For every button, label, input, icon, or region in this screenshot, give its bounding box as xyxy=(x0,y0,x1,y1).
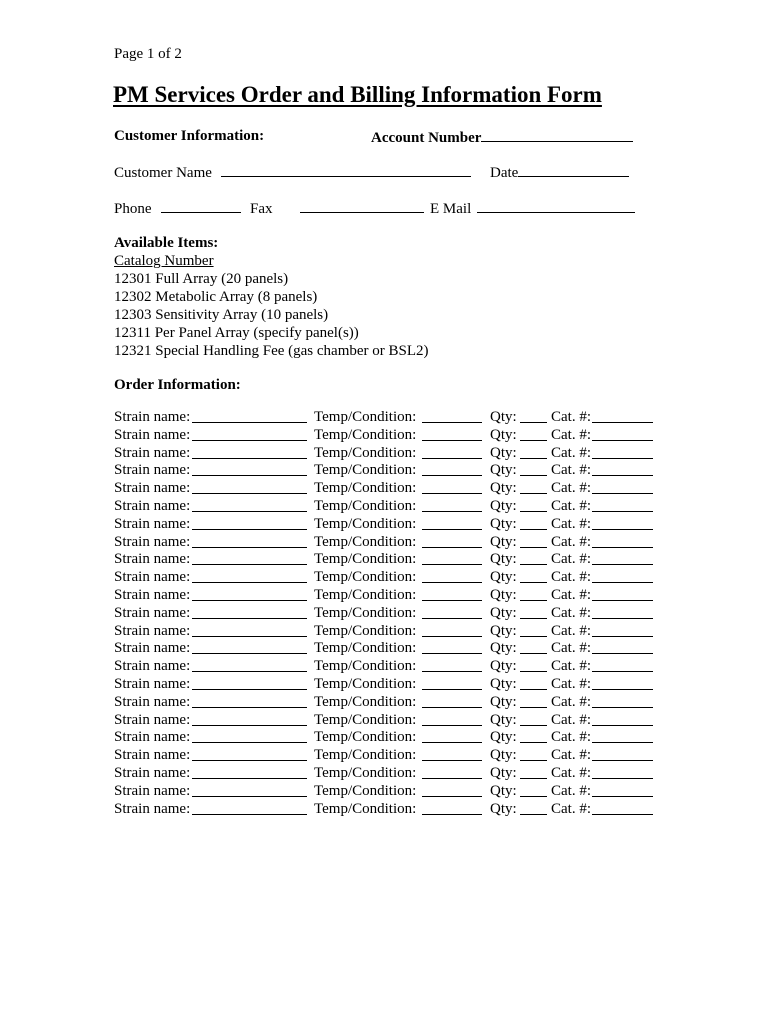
strain-name-label: Strain name: xyxy=(114,444,191,461)
catalog-item: 12303 Sensitivity Array (10 panels) xyxy=(114,307,329,323)
temp-condition-label: Temp/Condition: xyxy=(314,729,417,746)
form-title: PM Services Order and Billing Information Form xyxy=(113,82,602,107)
temp-condition-blank[interactable] xyxy=(422,587,482,601)
temp-condition-label: Temp/Condition: xyxy=(314,426,417,443)
temp-condition-label: Temp/Condition: xyxy=(314,640,417,657)
cat-number-label: Cat. #: xyxy=(551,800,591,817)
qty-blank[interactable] xyxy=(520,605,547,619)
strain-name-blank[interactable] xyxy=(192,676,307,690)
temp-condition-label: Temp/Condition: xyxy=(314,444,417,461)
cat-number-blank[interactable] xyxy=(592,587,653,601)
cat-number-label: Cat. #: xyxy=(551,480,591,497)
cat-number-label: Cat. #: xyxy=(551,409,591,425)
strain-name-blank[interactable] xyxy=(192,658,307,672)
cat-number-blank[interactable] xyxy=(592,694,653,708)
cat-number-blank[interactable] xyxy=(592,462,653,476)
qty-blank[interactable] xyxy=(520,712,547,726)
strain-name-blank[interactable] xyxy=(192,765,307,779)
strain-name-blank[interactable] xyxy=(192,783,307,797)
account-number-blank[interactable] xyxy=(481,128,633,142)
catalog-item: 12302 Metabolic Array (8 panels) xyxy=(114,289,318,305)
temp-condition-blank[interactable] xyxy=(422,516,482,530)
cat-number-label: Cat. #: xyxy=(551,729,591,746)
temp-condition-blank[interactable] xyxy=(422,712,482,726)
strain-name-blank[interactable] xyxy=(192,694,307,708)
qty-blank[interactable] xyxy=(520,587,547,601)
strain-name-label: Strain name: xyxy=(114,586,191,603)
temp-condition-blank[interactable] xyxy=(422,676,482,690)
available-items-section xyxy=(114,234,429,360)
qty-blank[interactable] xyxy=(520,516,547,530)
strain-name-label: Strain name: xyxy=(114,800,191,817)
temp-condition-blank[interactable] xyxy=(422,765,482,779)
phone-label: Phone xyxy=(114,201,152,217)
cat-number-blank[interactable] xyxy=(592,445,653,459)
cat-number-label: Cat. #: xyxy=(551,640,591,657)
order-info-heading: Order Information: xyxy=(114,377,241,393)
temp-condition-blank[interactable] xyxy=(422,409,482,423)
catalog-item: 12311 Per Panel Array (specify panel(s)) xyxy=(114,325,359,341)
strain-name-label: Strain name: xyxy=(114,693,191,710)
strain-name-label: Strain name: xyxy=(114,515,191,532)
catalog-item: 12321 Special Handling Fee (gas chamber or BSL2) xyxy=(114,343,429,359)
email-label: E Mail xyxy=(430,201,472,217)
qty-label: Qty: xyxy=(490,729,517,746)
strain-name-blank[interactable] xyxy=(192,445,307,459)
qty-blank[interactable] xyxy=(520,427,547,441)
qty-label: Qty: xyxy=(490,622,517,639)
cat-number-blank[interactable] xyxy=(592,551,653,565)
strain-name-label: Strain name: xyxy=(114,747,191,764)
cat-number-label: Cat. #: xyxy=(551,782,591,799)
cat-number-blank[interactable] xyxy=(592,747,653,761)
cat-number-blank[interactable] xyxy=(592,605,653,619)
cat-number-blank[interactable] xyxy=(592,712,653,726)
customer-name-field[interactable] xyxy=(114,163,471,182)
strain-name-blank[interactable] xyxy=(192,640,307,654)
customer-name-label: Customer Name xyxy=(114,165,212,181)
fax-field[interactable] xyxy=(250,199,424,218)
cat-number-label: Cat. #: xyxy=(551,604,591,621)
cat-number-label: Cat. #: xyxy=(551,711,591,728)
cat-number-blank[interactable] xyxy=(592,783,653,797)
qty-blank[interactable] xyxy=(520,783,547,797)
cat-number-label: Cat. #: xyxy=(551,622,591,639)
page-number: Page 1 of 2 xyxy=(114,46,182,62)
temp-condition-blank[interactable] xyxy=(422,658,482,672)
strain-name-label: Strain name: xyxy=(114,622,191,639)
customer-name-blank[interactable] xyxy=(221,163,471,177)
qty-blank[interactable] xyxy=(520,694,547,708)
date-field[interactable] xyxy=(490,163,629,182)
strain-name-blank[interactable] xyxy=(192,551,307,565)
cat-number-label: Cat. #: xyxy=(551,444,591,461)
cat-number-label: Cat. #: xyxy=(551,586,591,603)
qty-label: Qty: xyxy=(490,764,517,781)
cat-number-label: Cat. #: xyxy=(551,497,591,514)
temp-condition-label: Temp/Condition: xyxy=(314,764,417,781)
strain-name-blank[interactable] xyxy=(192,729,307,743)
strain-name-label: Strain name: xyxy=(114,426,191,443)
qty-blank[interactable] xyxy=(520,534,547,548)
cat-number-label: Cat. #: xyxy=(551,569,591,586)
temp-condition-label: Temp/Condition: xyxy=(314,586,417,603)
temp-condition-label: Temp/Condition: xyxy=(314,480,417,497)
strain-name-blank[interactable] xyxy=(192,480,307,494)
strain-name-blank[interactable] xyxy=(192,409,307,423)
temp-condition-blank[interactable] xyxy=(422,694,482,708)
qty-label: Qty: xyxy=(490,640,517,657)
temp-condition-blank[interactable] xyxy=(422,801,482,815)
cat-number-label: Cat. #: xyxy=(551,747,591,764)
strain-name-label: Strain name: xyxy=(114,569,191,586)
strain-name-blank[interactable] xyxy=(192,516,307,530)
temp-condition-blank[interactable] xyxy=(422,498,482,512)
cat-number-label: Cat. #: xyxy=(551,551,591,568)
qty-blank[interactable] xyxy=(520,480,547,494)
temp-condition-label: Temp/Condition: xyxy=(314,462,417,479)
cat-number-label: Cat. #: xyxy=(551,764,591,781)
temp-condition-label: Temp/Condition: xyxy=(314,622,417,639)
temp-condition-label: Temp/Condition: xyxy=(314,711,417,728)
cat-number-label: Cat. #: xyxy=(551,462,591,479)
temp-condition-blank[interactable] xyxy=(422,462,482,476)
qty-blank[interactable] xyxy=(520,569,547,583)
strain-name-label: Strain name: xyxy=(114,497,191,514)
qty-label: Qty: xyxy=(490,551,517,568)
qty-label: Qty: xyxy=(490,693,517,710)
strain-name-label: Strain name: xyxy=(114,729,191,746)
temp-condition-label: Temp/Condition: xyxy=(314,782,417,799)
temp-condition-label: Temp/Condition: xyxy=(314,409,417,425)
qty-label: Qty: xyxy=(490,711,517,728)
temp-condition-blank[interactable] xyxy=(422,445,482,459)
strain-name-label: Strain name: xyxy=(114,551,191,568)
cat-number-blank[interactable] xyxy=(592,801,653,815)
strain-name-blank[interactable] xyxy=(192,801,307,815)
email-blank[interactable] xyxy=(477,199,635,213)
cat-number-blank[interactable] xyxy=(592,498,653,512)
strain-name-blank[interactable] xyxy=(192,462,307,476)
temp-condition-label: Temp/Condition: xyxy=(314,800,417,817)
catalog-number-heading: Catalog Number xyxy=(114,253,214,269)
temp-condition-blank[interactable] xyxy=(422,534,482,548)
strain-name-blank[interactable] xyxy=(192,569,307,583)
qty-label: Qty: xyxy=(490,782,517,799)
strain-name-label: Strain name: xyxy=(114,480,191,497)
temp-condition-label: Temp/Condition: xyxy=(314,658,417,675)
temp-condition-blank[interactable] xyxy=(422,747,482,761)
qty-blank[interactable] xyxy=(520,498,547,512)
customer-info-heading: Customer Information: xyxy=(114,128,265,144)
strain-name-label: Strain name: xyxy=(114,711,191,728)
qty-label: Qty: xyxy=(490,533,517,550)
temp-condition-label: Temp/Condition: xyxy=(314,533,417,550)
qty-blank[interactable] xyxy=(520,676,547,690)
cat-number-blank[interactable] xyxy=(592,623,653,637)
qty-blank[interactable] xyxy=(520,801,547,815)
qty-blank[interactable] xyxy=(520,445,547,459)
strain-name-blank[interactable] xyxy=(192,587,307,601)
strain-name-blank[interactable] xyxy=(192,712,307,726)
catalog-item: 12301 Full Array (20 panels) xyxy=(114,271,289,287)
temp-condition-blank[interactable] xyxy=(422,640,482,654)
strain-name-blank[interactable] xyxy=(192,747,307,761)
temp-condition-blank[interactable] xyxy=(422,729,482,743)
strain-name-label: Strain name: xyxy=(114,764,191,781)
strain-name-blank[interactable] xyxy=(192,623,307,637)
qty-label: Qty: xyxy=(490,409,517,425)
cat-number-blank[interactable] xyxy=(592,480,653,494)
qty-blank[interactable] xyxy=(520,623,547,637)
qty-label: Qty: xyxy=(490,515,517,532)
cat-number-blank[interactable] xyxy=(592,534,653,548)
temp-condition-label: Temp/Condition: xyxy=(314,675,417,692)
cat-number-label: Cat. #: xyxy=(551,693,591,710)
phone-blank[interactable] xyxy=(161,199,241,213)
qty-blank[interactable] xyxy=(520,765,547,779)
qty-blank[interactable] xyxy=(520,658,547,672)
qty-label: Qty: xyxy=(490,675,517,692)
temp-condition-label: Temp/Condition: xyxy=(314,551,417,568)
temp-condition-blank[interactable] xyxy=(422,480,482,494)
strain-name-blank[interactable] xyxy=(192,427,307,441)
strain-name-label: Strain name: xyxy=(114,533,191,550)
cat-number-blank[interactable] xyxy=(592,516,653,530)
fax-label: Fax xyxy=(250,201,273,217)
qty-blank[interactable] xyxy=(520,640,547,654)
qty-label: Qty: xyxy=(490,747,517,764)
cat-number-blank[interactable] xyxy=(592,658,653,672)
strain-name-label: Strain name: xyxy=(114,640,191,657)
temp-condition-label: Temp/Condition: xyxy=(314,515,417,532)
cat-number-blank[interactable] xyxy=(592,569,653,583)
temp-condition-blank[interactable] xyxy=(422,427,482,441)
temp-condition-blank[interactable] xyxy=(422,551,482,565)
fax-blank[interactable] xyxy=(300,199,424,213)
email-field[interactable] xyxy=(430,199,635,218)
temp-condition-label: Temp/Condition: xyxy=(314,747,417,764)
strain-name-label: Strain name: xyxy=(114,409,191,425)
strain-name-label: Strain name: xyxy=(114,462,191,479)
cat-number-blank[interactable] xyxy=(592,640,653,654)
cat-number-blank[interactable] xyxy=(592,676,653,690)
temp-condition-blank[interactable] xyxy=(422,623,482,637)
account-number-field[interactable] xyxy=(371,128,633,147)
date-blank[interactable] xyxy=(518,163,629,177)
cat-number-label: Cat. #: xyxy=(551,515,591,532)
qty-blank[interactable] xyxy=(520,729,547,743)
cat-number-label: Cat. #: xyxy=(551,658,591,675)
strain-name-blank[interactable] xyxy=(192,605,307,619)
qty-label: Qty: xyxy=(490,604,517,621)
qty-label: Qty: xyxy=(490,480,517,497)
qty-label: Qty: xyxy=(490,444,517,461)
qty-label: Qty: xyxy=(490,586,517,603)
strain-name-label: Strain name: xyxy=(114,675,191,692)
qty-label: Qty: xyxy=(490,462,517,479)
cat-number-label: Cat. #: xyxy=(551,675,591,692)
cat-number-label: Cat. #: xyxy=(551,533,591,550)
qty-blank[interactable] xyxy=(520,462,547,476)
available-items-heading: Available Items: xyxy=(114,235,219,251)
account-number-label: Account Number xyxy=(371,130,482,146)
temp-condition-label: Temp/Condition: xyxy=(314,569,417,586)
strain-name-label: Strain name: xyxy=(114,604,191,621)
qty-label: Qty: xyxy=(490,658,517,675)
qty-blank[interactable] xyxy=(520,551,547,565)
cat-number-label: Cat. #: xyxy=(551,426,591,443)
temp-condition-label: Temp/Condition: xyxy=(314,497,417,514)
qty-blank[interactable] xyxy=(520,409,547,423)
strain-name-label: Strain name: xyxy=(114,658,191,675)
temp-condition-label: Temp/Condition: xyxy=(314,693,417,710)
qty-label: Qty: xyxy=(490,569,517,586)
qty-label: Qty: xyxy=(490,497,517,514)
phone-field[interactable] xyxy=(114,199,241,218)
strain-name-label: Strain name: xyxy=(114,782,191,799)
temp-condition-blank[interactable] xyxy=(422,783,482,797)
cat-number-blank[interactable] xyxy=(592,409,653,423)
temp-condition-blank[interactable] xyxy=(422,605,482,619)
qty-label: Qty: xyxy=(490,426,517,443)
strain-name-blank[interactable] xyxy=(192,534,307,548)
qty-label: Qty: xyxy=(490,800,517,817)
date-label: Date xyxy=(490,165,519,181)
cat-number-blank[interactable] xyxy=(592,729,653,743)
qty-blank[interactable] xyxy=(520,747,547,761)
cat-number-blank[interactable] xyxy=(592,765,653,779)
temp-condition-blank[interactable] xyxy=(422,569,482,583)
temp-condition-label: Temp/Condition: xyxy=(314,604,417,621)
cat-number-blank[interactable] xyxy=(592,427,653,441)
strain-name-blank[interactable] xyxy=(192,498,307,512)
